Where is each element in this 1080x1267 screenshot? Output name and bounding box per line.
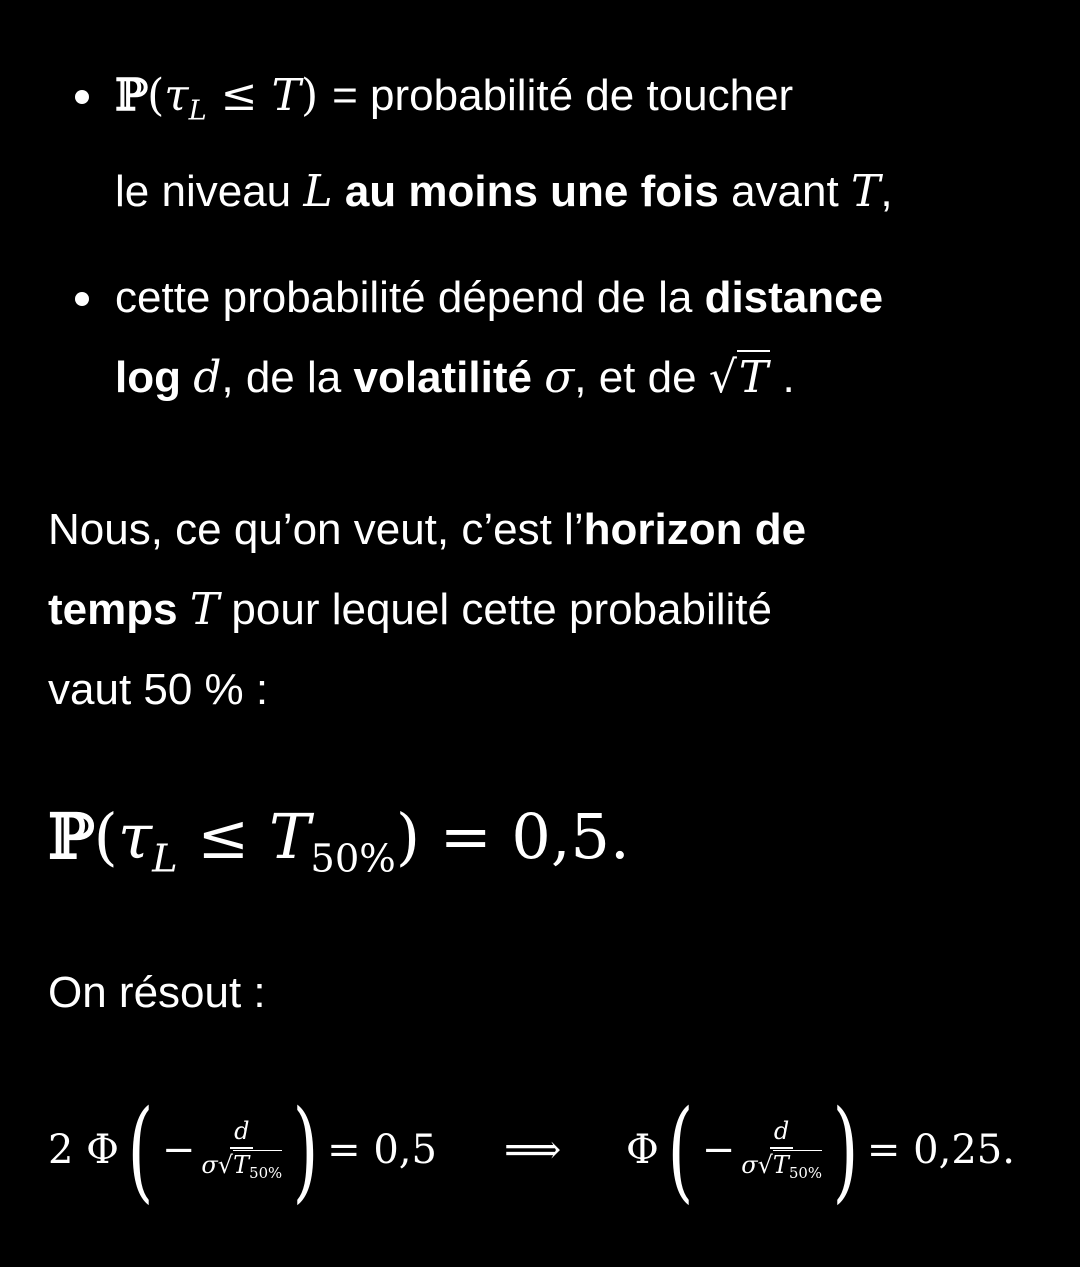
equation-right: Φ ( − $\frac{d}{\sigma√T_{50\%}}$ ) = 0,25. <box>626 1086 1015 1214</box>
sqrt-T: √T <box>708 352 769 403</box>
fraction-right: $\frac{d}{\sigma√T_{50\%}}$ <box>741 1117 822 1183</box>
bullet-1-text-d: , <box>880 166 893 216</box>
bullet-1-text-a: = probabilité de toucher <box>332 71 794 120</box>
bullet-2-text-d: . <box>782 353 795 402</box>
horizon-variable: T <box>850 165 881 217</box>
probability-expression: $ℙ(\tau_L \le T)$ <box>115 70 319 127</box>
bullet-1-text-c: avant <box>718 166 851 216</box>
distance-variable: d <box>193 352 222 403</box>
equation-left: 2 Φ ( − $\frac{d}{\sigma√T_{50\%}}$ ) = 0,5 <box>48 1086 437 1214</box>
bullet-2-bold-log: log <box>115 353 181 402</box>
paragraph-horizon: Nous, ce qu’on veut, c’est l’horizon de temps T pour lequel cette probabilité vaut 50 % : <box>48 505 807 714</box>
sigma-variable: σ <box>544 352 575 403</box>
bullet-1-text-b: le niveau <box>115 166 304 216</box>
implies-arrow: ⟹ <box>504 1127 562 1173</box>
level-variable: L <box>303 165 333 217</box>
bullet-2-text-c: , et de <box>574 353 709 402</box>
fraction-left: $\frac{d}{\sigma√T_{50\%}}$ <box>201 1117 283 1183</box>
bullet-2-bold-distance: distance <box>704 273 884 322</box>
bullet-2-bold-volatility: volatilité <box>353 353 532 402</box>
bullet-item-hitting-probability <box>115 56 1055 232</box>
paragraph-solve: On résout : <box>48 968 266 1017</box>
bullet-2-text-b: , de la <box>221 353 354 402</box>
bullet-item-dependence <box>115 258 1055 418</box>
bullet-2-text-a: cette probabilité dépend de la <box>115 273 705 322</box>
display-equation: $ℙ(\tau_L \le T_{50\%}) = 0,5$. <box>48 800 630 882</box>
bullet-1-bold: au moins une fois <box>344 166 719 216</box>
